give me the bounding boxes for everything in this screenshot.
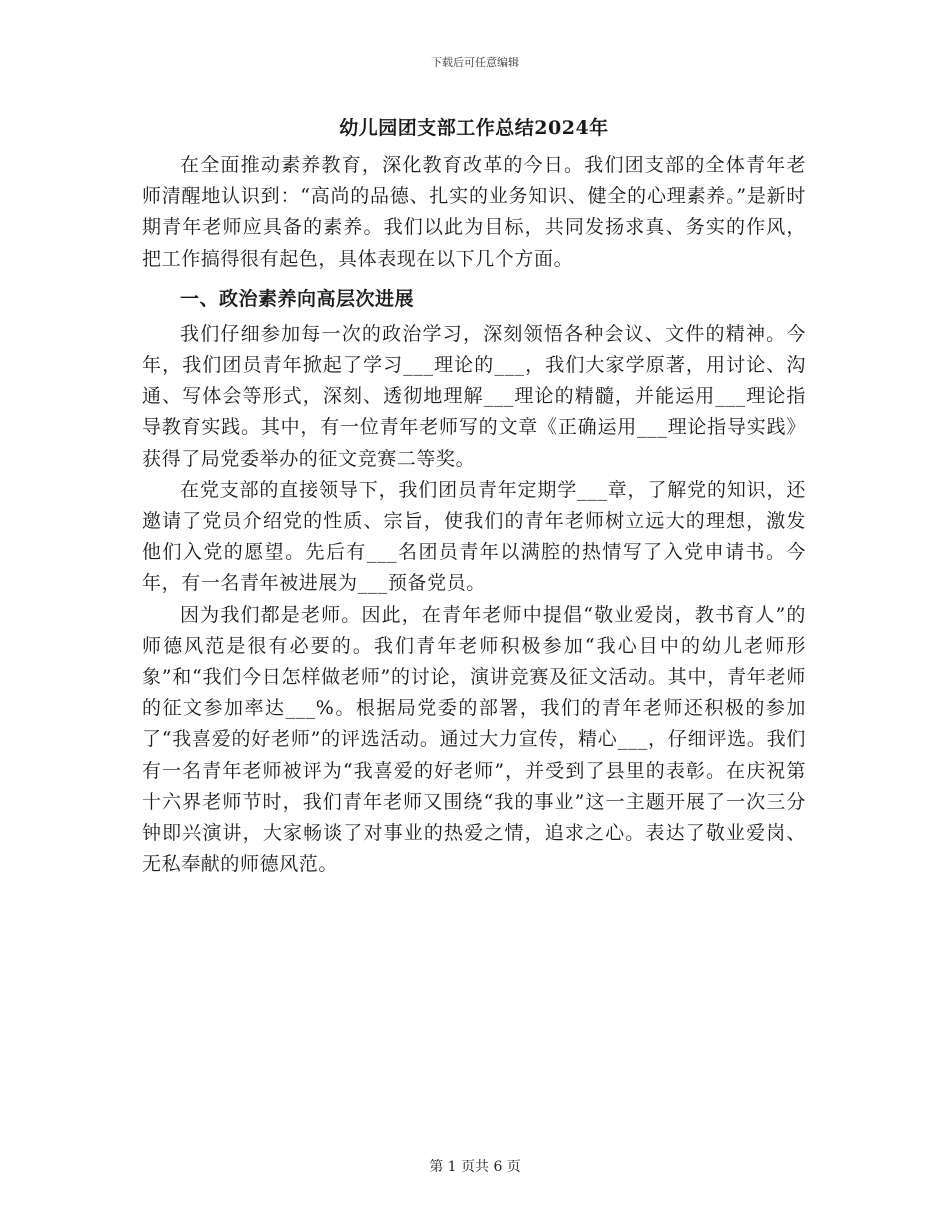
paragraph-teacher-ethics: 因为我们都是老师。因此，在青年老师中提倡“敬业爱岗，教书育人”的师德风范是很有必要的。我们青年老师积极参加“我心目中的幼儿老师形象”和“我们今日怎样做老师”的讨论，演讲竞赛及征文活动。其中，青年老师的征文参加率达___%。根据局党委的部署，我们的青年老师还积极的参加了“我喜爱的好老师”的评选活动。通过大力宣传，精心___，仔细评选。我们有一名青年老师被评为“我喜爱的好老师”，并受到了县里的表彰。在庆祝第十六界老师节时，我们青年老师又围绕“我的事业”这一主题开展了一次三分钟即兴演讲，大家畅谈了对事业的热爱之情，追求之心。表达了敬业爱岗、无私奉献的师德风范。	[142, 603, 806, 876]
paragraph-political-study: 我们仔细参加每一次的政治学习，深刻领悟各种会议、文件的精神。今年，我们团员青年掀起了学习___理论的___，我们大家学原著，用讨论、沟通、写体会等形式，深刻、透彻地理解___理论的精髓，并能运用___理论指导教育实践。其中，有一位青年老师写的文章《正确运用___理论指导实践》获得了局党委举办的征文竞赛二等奖。	[142, 322, 806, 470]
section-heading-politics: 一、政治素养向高层次进展	[180, 287, 415, 310]
page-number-footer: 第 1 页共 6 页	[429, 1159, 521, 1175]
page-header-note: 下载后可任意编辑	[431, 56, 519, 69]
paragraph-party-study: 在党支部的直接领导下，我们团员青年定期学___章，了解党的知识，还邀请了党员介绍党的性质、宗旨，使我们的青年老师树立远大的理想，激发他们入党的愿望。先后有___名团员青年以满腔的热情写了入党申请书。今年，有一名青年被进展为___预备党员。	[142, 478, 806, 595]
document-title: 幼儿园团支部工作总结2024年	[339, 117, 609, 139]
intro-paragraph: 在全面推动素养教育，深化教育改革的今日。我们团支部的全体青年老师清醒地认识到：“高尚的品德、扎实的业务知识、健全的心理素养。”是新时期青年老师应具备的素养。我们以此为目标，共同发扬求真、务实的作风，把工作搞得很有起色，具体表现在以下几个方面。	[142, 154, 806, 270]
document-body	[142, 112, 806, 880]
